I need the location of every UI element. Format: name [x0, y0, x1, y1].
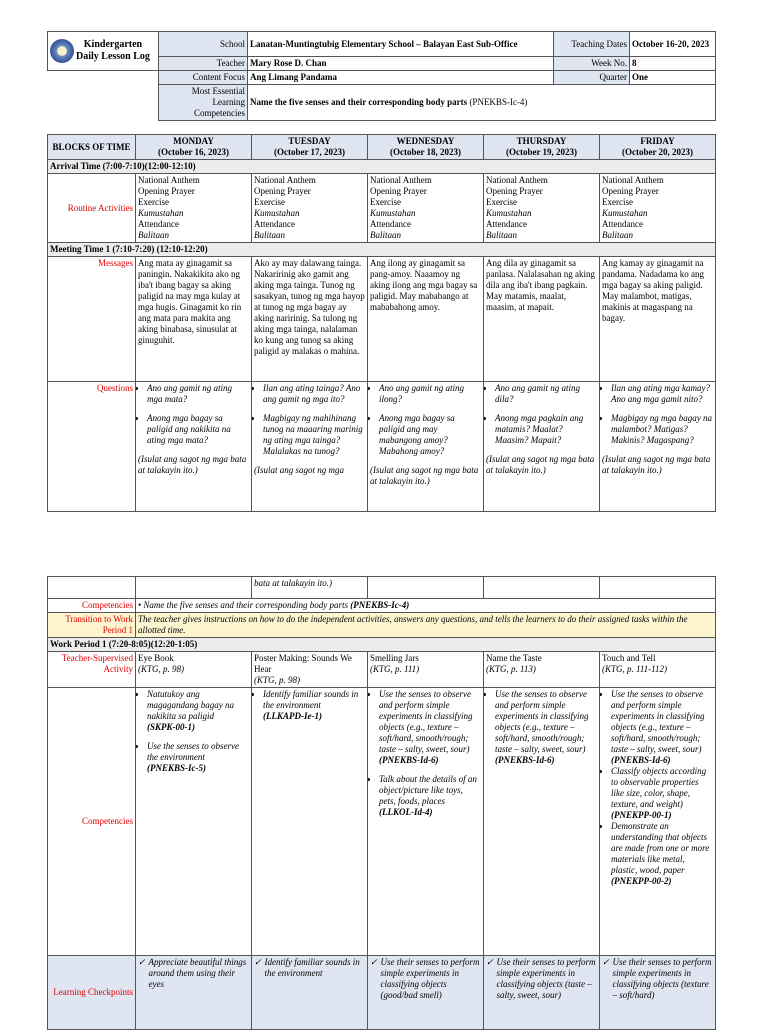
- cont-blank: [368, 577, 484, 599]
- checkpoint-monday: [136, 956, 252, 1030]
- quarter-value: One: [630, 71, 716, 85]
- cont-blank: [484, 577, 600, 599]
- day-date: (October 20, 2023): [621, 147, 694, 157]
- routine-item: Balitaan: [138, 230, 169, 240]
- competency-text: Natutukoy ang magagandang bagay na nakikita sa paligid: [147, 689, 234, 721]
- question-item: • Anong mga bagay sa paligid ang may mabangong amoy? Mabahong amoy?: [379, 413, 481, 457]
- routine-activities-label: Routine Activities: [48, 174, 136, 243]
- activity-friday: [600, 652, 716, 688]
- routine-item: Kumustahan: [486, 208, 532, 218]
- competency-code: (LLKOL-Id-4): [379, 807, 433, 817]
- activity-name: Name the Taste: [486, 653, 542, 663]
- header-table: [47, 31, 716, 121]
- activity-ref: (KTG, p. 113): [486, 664, 536, 674]
- doc-title-line1: Kindergarten: [83, 39, 143, 50]
- routine-item: Opening Prayer: [254, 186, 311, 196]
- question-item: • Ilan ang ating mga kamay? Ano ang mga gamit nito?: [611, 383, 713, 405]
- competency-text: Demonstrate an understanding that objects are made from one or more materials like metal, plastic, wood, paper: [611, 821, 710, 875]
- day-date: (October 18, 2023): [389, 147, 462, 157]
- competency-item: [611, 766, 713, 821]
- day-name: FRIDAY: [640, 136, 675, 146]
- routine-item: Exercise: [138, 197, 169, 207]
- questions-monday: [136, 382, 252, 512]
- question-item: • Magbigay ng mahihinang tunog na maaaring marinig ng ating mga tainga? Malalakas na tunog?: [263, 413, 365, 457]
- routine-item: Exercise: [254, 197, 285, 207]
- activity-tuesday: [252, 652, 368, 688]
- checkpoint-wednesday: [368, 956, 484, 1030]
- competencies-monday: [136, 688, 252, 956]
- message-monday: Ang mata ay ginagamit sa paningin. Nakakikita ako ng iba't ibang bagay sa aking paligid na may mga kulay at mga hugis. Ginagamit ko rin ang mata para makita ang aking binabasa, sinusulat at ginuguhit.: [136, 257, 252, 382]
- routine-item: Attendance: [370, 219, 411, 229]
- competency-code: (PNEKPP-00-2): [611, 876, 672, 886]
- mec-code: (PNEKBS-Ic-4): [469, 97, 528, 107]
- questions-thursday: [484, 382, 600, 512]
- competency-text: Talk about the details of an object/picture like toys, pets, foods, places: [379, 774, 477, 806]
- checkpoint-friday: [600, 956, 716, 1030]
- activity-name: Eye Book: [138, 653, 174, 663]
- competency-code: (PNEKBS-Id-6): [611, 755, 671, 765]
- competency-item: [379, 689, 481, 766]
- arrival-time-row: Arrival Time (7:00-7:10)(12:00-12:10): [48, 160, 716, 174]
- routine-cell-friday: [600, 174, 716, 243]
- competency-item: [379, 774, 481, 818]
- routine-item: Opening Prayer: [370, 186, 427, 196]
- activity-ref: (KTG, p. 98): [254, 675, 301, 685]
- day-name: THURSDAY: [516, 136, 567, 146]
- blocks-of-time-header: BLOCKS OF TIME: [48, 135, 136, 160]
- activity-name: Touch and Tell: [602, 653, 656, 663]
- competency-text: Use the senses to observe and perform simple experiments in classifying objects (e.g., texture – soft/hard, smooth/rough; taste – salty, sweet, sour): [379, 689, 473, 754]
- competency-code: (SKPK-00-1): [147, 722, 195, 732]
- day-name: WEDNESDAY: [396, 136, 455, 146]
- competency-text: Classify objects according to observable properties like size, color, shape, texture, and weight): [611, 766, 707, 809]
- teaching-dates-label: Teaching Dates: [554, 32, 630, 57]
- day-header-wednesday: [368, 135, 484, 160]
- cont-note-tuesday: bata at talakayin ito.): [252, 577, 368, 599]
- routine-item: National Anthem: [138, 175, 200, 185]
- deped-seal-icon: [50, 39, 74, 63]
- check-icon: ✓: [370, 957, 378, 967]
- competency-code: (PNEKBS-Ic-4): [350, 600, 410, 610]
- question-note: (Isulat ang sagot ng mga bata at talakayin ito.): [602, 454, 711, 475]
- routine-item: Kumustahan: [138, 208, 184, 218]
- message-tuesday: Ako ay may dalawang tainga. Nakaririnig ako gamit ang aking mga tainga. Tunog ng sasakyan, tunog ng mga hayop at tunog ng mga bagay ay aking naririnig. Sa tulong ng aking mga tainga, nalalaman ko kung ang tunog sa aking paligid ay malakas o mahina.: [252, 257, 368, 382]
- competency-item: [147, 741, 249, 774]
- routine-item: Opening Prayer: [602, 186, 659, 196]
- competencies-friday: [600, 688, 716, 956]
- work-period-row: Work Period 1 (7:20-8:05)(12:20-1:05): [48, 638, 716, 652]
- routine-item: Exercise: [602, 197, 633, 207]
- competencies-label: Competencies: [48, 599, 136, 613]
- school-label: School: [159, 32, 248, 57]
- competency-text: Use the senses to observe and perform simple experiments in classifying objects (e.g., texture – soft/hard, smooth/rough; taste – salty, sweet, sour): [611, 689, 705, 754]
- question-note: (Isulat ang sagot ng mga bata at talakayin ito.): [486, 454, 595, 475]
- competency-code: (PNEKBS-Id-6): [495, 755, 555, 765]
- competency-code: (PNEKBS-Ic-5): [147, 763, 206, 773]
- quarter-label: Quarter: [554, 71, 630, 85]
- routine-item: Attendance: [602, 219, 643, 229]
- mec-value: Name the five senses and their corresponding body parts: [250, 97, 468, 107]
- routine-item: Balitaan: [602, 230, 633, 240]
- routine-item: Attendance: [138, 219, 179, 229]
- question-item: • Anong mga pagkain ang matamis? Maalat? Maasim? Mapait?: [495, 413, 597, 446]
- checkpoint-text: Identify familiar sounds in the environment: [264, 957, 360, 978]
- school-value: Lanatan-Muntingtubig Elementary School – Balayan East Sub-Office: [248, 32, 554, 57]
- routine-item: Balitaan: [370, 230, 401, 240]
- questions-label: Questions: [48, 382, 136, 512]
- cont-blank: [136, 577, 252, 599]
- question-item: • Ano ang gamit ng ating mga mata?: [147, 383, 249, 405]
- routine-item: Opening Prayer: [138, 186, 195, 196]
- cont-blank: [48, 577, 136, 599]
- checkpoint-text: Appreciate beautiful things around them using their eyes: [148, 957, 247, 989]
- routine-item: Kumustahan: [254, 208, 300, 218]
- content-focus-value: Ang Limang Pandama: [248, 71, 554, 85]
- competencies-tuesday: [252, 688, 368, 956]
- routine-item: Exercise: [370, 197, 401, 207]
- routine-item: Balitaan: [486, 230, 517, 240]
- schedule-table-2: [47, 576, 716, 1030]
- transition-text: The teacher gives instructions on how to do the independent activities, answers any questions, and tells the learners to do their assigned tasks within the allotted time.: [136, 613, 716, 638]
- routine-item: Attendance: [254, 219, 295, 229]
- teacher-label: Teacher: [159, 57, 248, 71]
- competencies-row: • Name the five senses and their corresponding body parts (PNEKBS-Ic-4): [136, 599, 716, 613]
- check-icon: ✓: [602, 957, 610, 967]
- blank-cell: [48, 85, 159, 121]
- competencies-wednesday: [368, 688, 484, 956]
- routine-item: Opening Prayer: [486, 186, 543, 196]
- competency-item: [147, 689, 249, 733]
- question-item: • Anong mga bagay sa paligid ang nakikita na ating mga mata?: [147, 413, 249, 446]
- header-title-cell: [48, 32, 159, 71]
- teacher-supervised-label: Teacher-Supervised Activity: [48, 652, 136, 688]
- day-header-friday: [600, 135, 716, 160]
- meeting-time-row: Meeting Time 1 (7:10-7:20) (12:10-12:20): [48, 243, 716, 257]
- teacher-value: Mary Rose D. Chan: [248, 57, 554, 71]
- checkpoint-text: Use their senses to perform simple experiments in classifying objects (texture – soft/hard): [612, 957, 712, 1000]
- day-header-monday: [136, 135, 252, 160]
- competency-code: (PNEKBS-Id-6): [379, 755, 439, 765]
- check-icon: ✓: [254, 957, 262, 967]
- activity-monday: [136, 652, 252, 688]
- doc-title-line2: Daily Lesson Log: [76, 51, 150, 62]
- activity-ref: (KTG, p. 111): [370, 664, 420, 674]
- mec-label: Most Essential Learning Competencies: [159, 85, 248, 121]
- routine-item: Attendance: [486, 219, 527, 229]
- day-name: TUESDAY: [288, 136, 331, 146]
- question-item: • Ano ang gamit ng ating ilong?: [379, 383, 481, 405]
- checkpoint-text: Use their senses to perform simple experiments in classifying objects (taste – salty, sweet, sour): [496, 957, 596, 1000]
- competency-item: [611, 821, 713, 887]
- messages-label: Messages: [48, 257, 136, 382]
- day-date: (October 17, 2023): [273, 147, 346, 157]
- question-note: (Isulat ang sagot ng mga: [254, 465, 344, 475]
- question-item: • Magbigay ng mga bagay na malambot? Matigas? Makinis? Magaspang?: [611, 413, 713, 446]
- checkpoint-thursday: [484, 956, 600, 1030]
- competency-code: (PNEKPP-00-1): [611, 810, 672, 820]
- activity-name: Smelling Jars: [370, 653, 419, 663]
- competency-text: Use the senses to observe and perform simple experiments in classifying objects (e.g., texture – soft/hard, smooth/rough; taste – salty, sweet, sour): [495, 689, 589, 754]
- routine-item: National Anthem: [486, 175, 548, 185]
- day-date: (October 16, 2023): [157, 147, 230, 157]
- learning-checkpoints-label: Learning Checkpoints: [48, 956, 136, 1030]
- blank-cell: [48, 71, 159, 85]
- competency-item: [263, 689, 365, 722]
- mec-value-cell: [248, 85, 716, 121]
- routine-cell-wednesday: [368, 174, 484, 243]
- week-value: 8: [630, 57, 716, 71]
- competency-text: Name the five senses and their corresponding body parts: [143, 600, 349, 610]
- message-thursday: Ang dila ay ginagamit sa panlasa. Nalalasahan ng aking dila ang iba't ibang pagkain. May matamis, maalat, maasim, at mapait.: [484, 257, 600, 382]
- routine-item: Kumustahan: [370, 208, 416, 218]
- activity-ref: (KTG, p. 111-112): [602, 664, 667, 674]
- day-header-thursday: [484, 135, 600, 160]
- activity-name: Poster Making: Sounds We Hear: [254, 653, 352, 674]
- routine-item: Exercise: [486, 197, 517, 207]
- competency-code: (LLKAPD-Ie-1): [263, 711, 322, 721]
- routine-cell-tuesday: [252, 174, 368, 243]
- question-note: (Isulat ang sagot ng mga bata at talakayin ito.): [138, 454, 247, 475]
- questions-friday: [600, 382, 716, 512]
- check-icon: ✓: [138, 957, 146, 967]
- routine-cell-monday: [136, 174, 252, 243]
- message-wednesday: Ang ilong ay ginagamit sa pang-amoy. Naaamoy ng aking ilong ang mga bagay sa paligid. May mababango at mababahong amoy.: [368, 257, 484, 382]
- question-item: • Ano ang gamit ng ating dila?: [495, 383, 597, 405]
- question-note: (Isulat ang sagot ng mga bata at talakayin ito.): [370, 465, 479, 486]
- competency-text: Identify familiar sounds in the environment: [263, 689, 359, 710]
- day-name: MONDAY: [173, 136, 214, 146]
- checkpoint-tuesday: [252, 956, 368, 1030]
- routine-item: Kumustahan: [602, 208, 648, 218]
- day-date: (October 19, 2023): [505, 147, 578, 157]
- competencies-thursday: [484, 688, 600, 956]
- teaching-dates-value: October 16-20, 2023: [630, 32, 716, 57]
- routine-item: Balitaan: [254, 230, 285, 240]
- activity-wednesday: [368, 652, 484, 688]
- schedule-table-1: [47, 134, 716, 512]
- competencies-label-2: Competencies: [48, 688, 136, 956]
- message-friday: Ang kamay ay ginagamit na pandama. Nadadama ko ang mga bagay sa aking paligid. May malambot, matigas, makinis at magaspang na bagay.: [600, 257, 716, 382]
- questions-wednesday: [368, 382, 484, 512]
- routine-item: National Anthem: [254, 175, 316, 185]
- checkpoint-text: Use their senses to perform simple experiments in classifying objects (good/bad smell): [380, 957, 480, 1000]
- content-focus-label: Content Focus: [159, 71, 248, 85]
- cont-blank: [600, 577, 716, 599]
- activity-ref: (KTG, p. 98): [138, 664, 185, 674]
- check-icon: ✓: [486, 957, 494, 967]
- day-header-tuesday: [252, 135, 368, 160]
- activity-thursday: [484, 652, 600, 688]
- questions-tuesday: [252, 382, 368, 512]
- competency-item: [495, 689, 597, 766]
- competency-text: Use the senses to observe the environment: [147, 741, 239, 762]
- routine-item: National Anthem: [602, 175, 664, 185]
- question-item: • Ilan ang ating tainga? Ano ang gamit ng mga ito?: [263, 383, 365, 405]
- transition-label: Transition to Work Period 1: [48, 613, 136, 638]
- routine-item: National Anthem: [370, 175, 432, 185]
- competency-item: [611, 689, 713, 766]
- routine-cell-thursday: [484, 174, 600, 243]
- week-label: Week No.: [554, 57, 630, 71]
